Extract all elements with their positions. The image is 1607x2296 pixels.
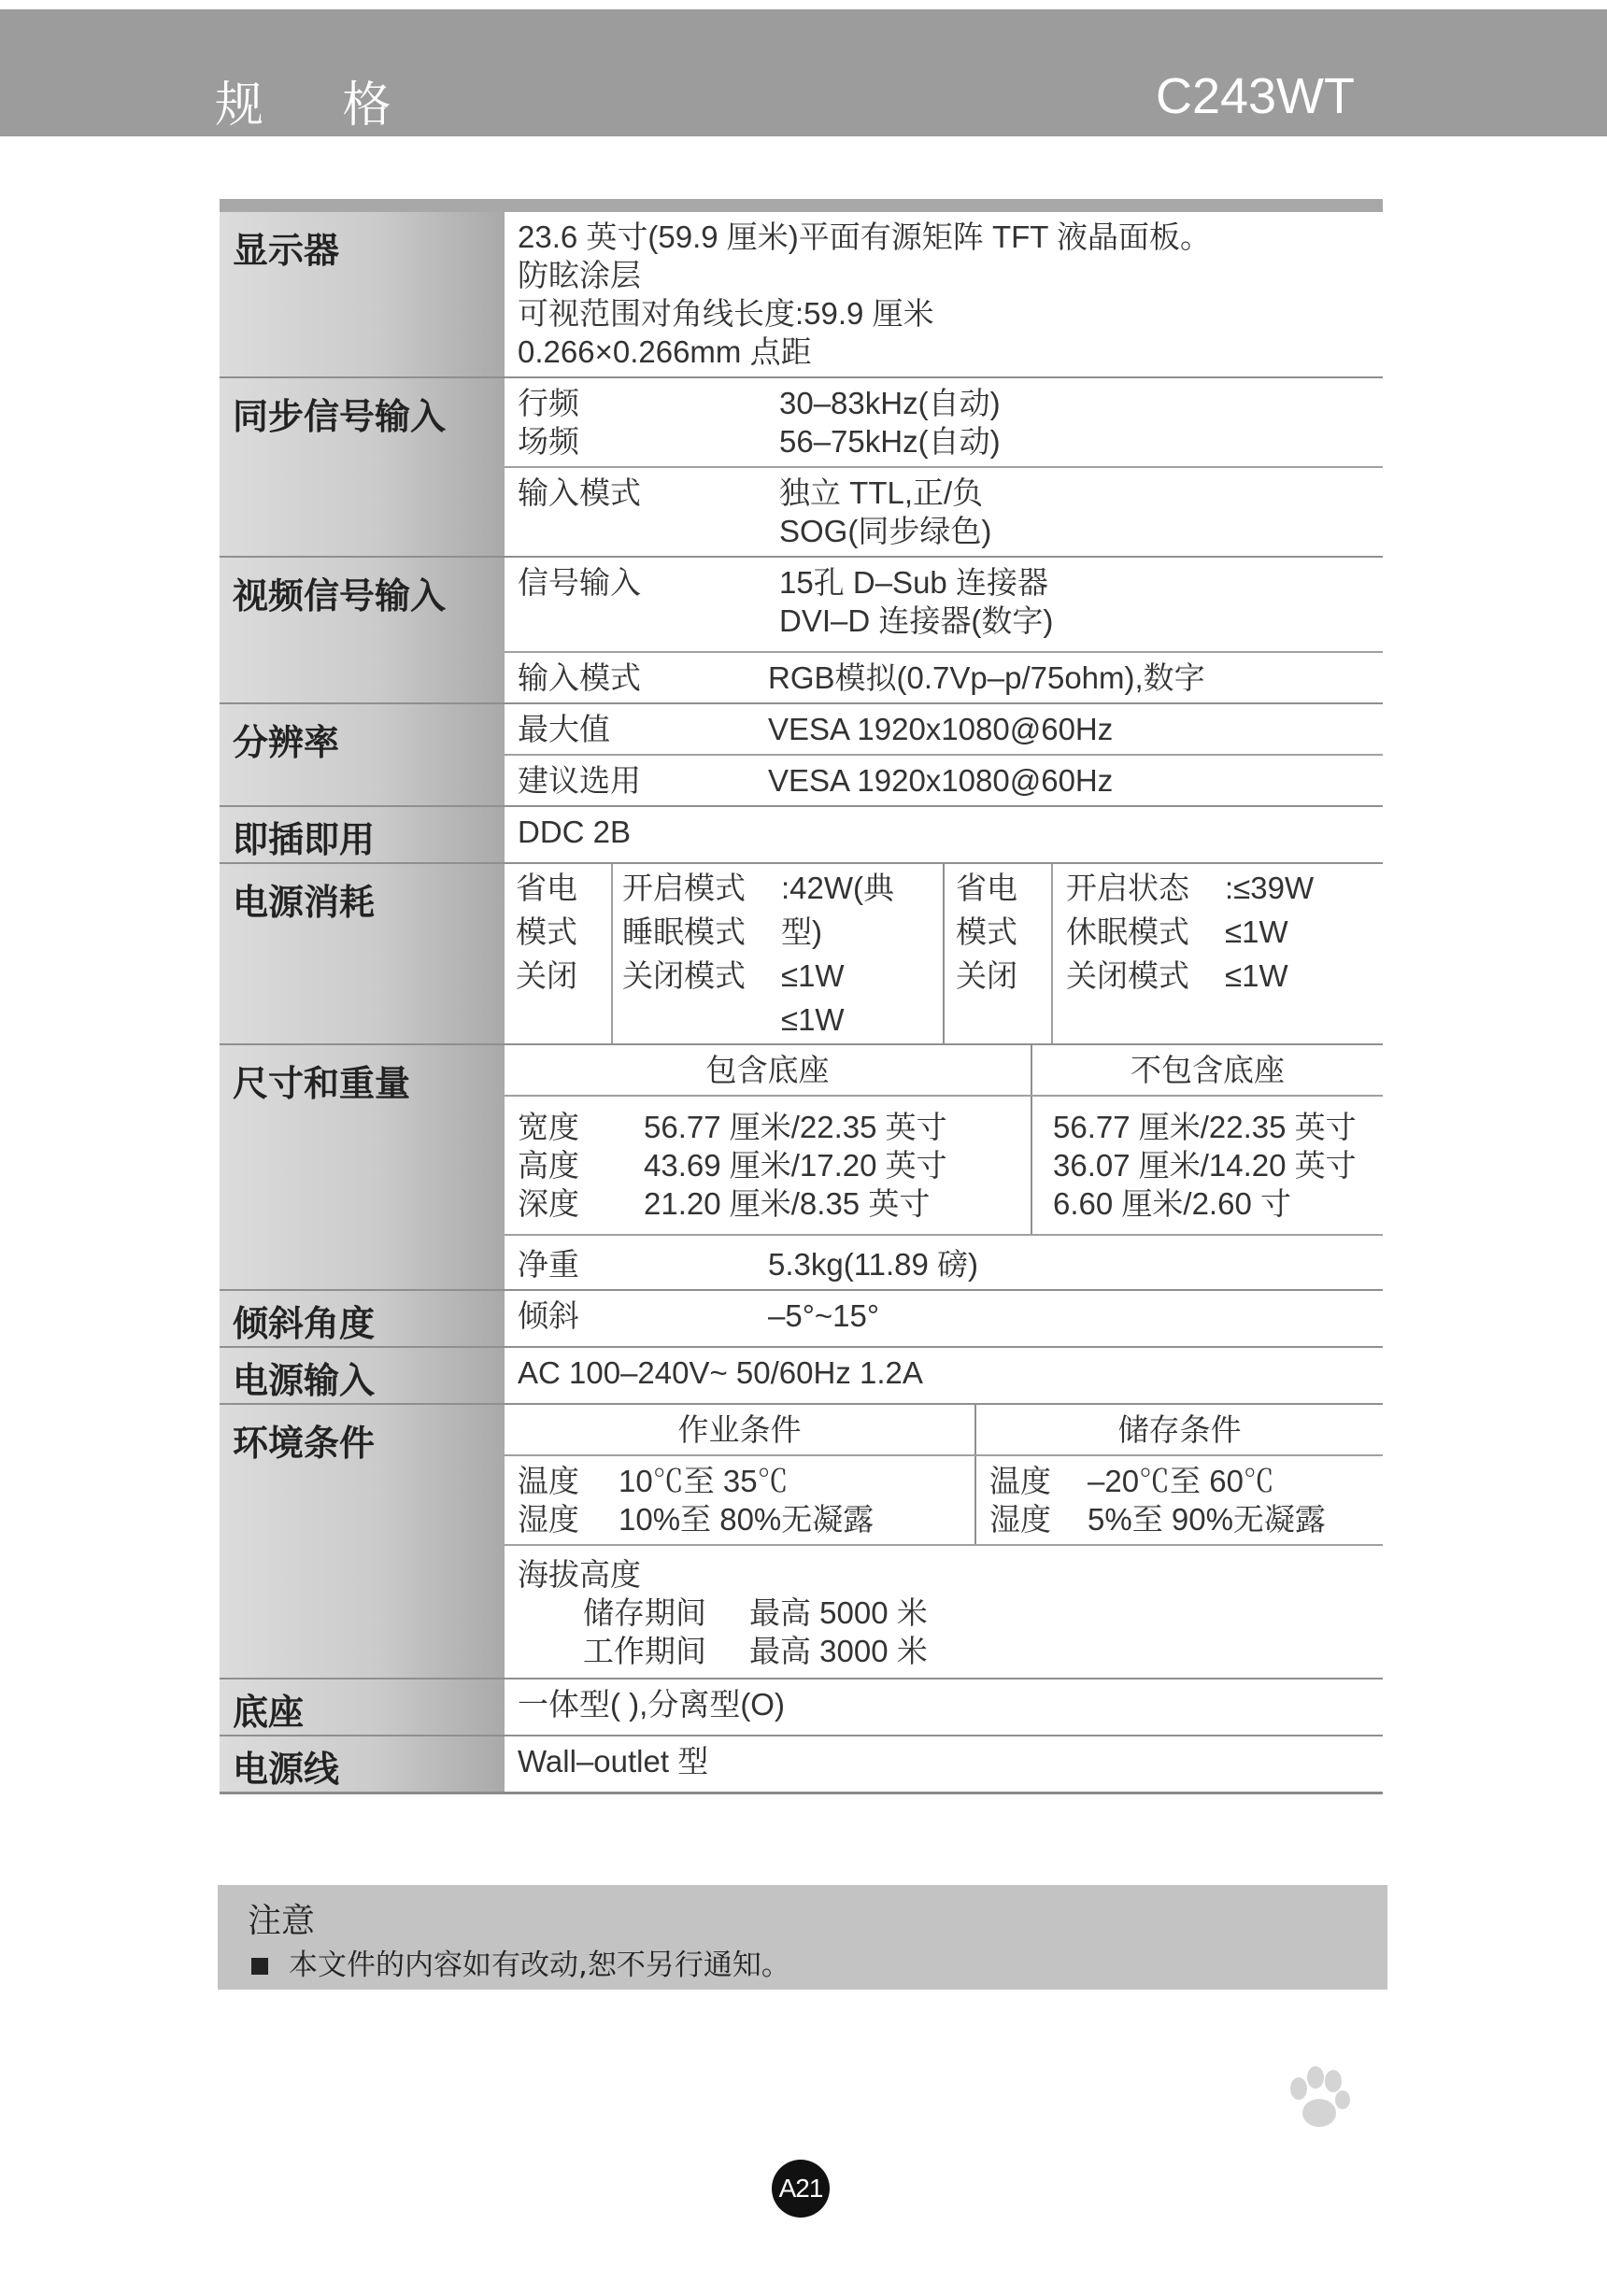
power-state: 省电 (516, 871, 577, 905)
column-header: 储存条件 (974, 1405, 1383, 1454)
spec-key: 湿度 (518, 1502, 579, 1537)
spec-key: 温度 (989, 1464, 1051, 1498)
spec-key: 工作期间 (583, 1634, 706, 1668)
spec-value: 最高 3000 米 (749, 1634, 928, 1668)
row-value (505, 378, 1383, 556)
column-header: 作业条件 (677, 1412, 802, 1447)
power-state: 关闭 (516, 958, 577, 993)
spec-key: 行频 (518, 386, 579, 420)
spec-value: 56–75kHz(自动) (779, 424, 1001, 459)
row-label: 电源输入 (220, 1348, 505, 1403)
sub-row (505, 1234, 1383, 1289)
power-value: ≤1W (780, 1002, 845, 1037)
power-state: 模式 (516, 914, 577, 949)
row-value (505, 1405, 1383, 1678)
environment-body (505, 1454, 1383, 1544)
row-value (505, 1291, 1383, 1346)
power-state: 省电 (956, 871, 1017, 905)
environment-header (505, 1405, 1383, 1454)
text-line: 防眩涂层 (518, 258, 641, 292)
spec-value: 56.77 厘米/22.35 英寸 (644, 1110, 947, 1144)
spec-table (220, 199, 1383, 1794)
power-without-signal (943, 864, 1383, 1043)
sub-row (505, 704, 1383, 754)
row-resolution (220, 704, 1383, 807)
row-tilt (220, 1291, 1383, 1348)
power-value: ≤1W (1225, 958, 1288, 993)
spec-key: 信号输入 (518, 565, 641, 600)
row-label: 电源消耗 (220, 864, 505, 1043)
spec-value: VESA 1920x1080@60Hz (768, 763, 1114, 798)
environment-storage (974, 1456, 1383, 1544)
spec-key: 湿度 (989, 1502, 1051, 1537)
power-value: :≤39W (1225, 871, 1315, 905)
power-mode: 睡眠模式 (622, 914, 746, 949)
power-mode: 关闭模式 (622, 958, 746, 993)
row-label: 分辨率 (220, 704, 505, 805)
row-label: 电源线 (220, 1736, 505, 1792)
row-power-consumption (220, 864, 1383, 1045)
column-header: 包含底座 (705, 1053, 830, 1087)
dimensions-without-stand (1031, 1097, 1383, 1234)
row-value: 一体型( ),分离型(O) (518, 1687, 785, 1722)
spec-value: RGB模拟(0.7Vp–p/75ohm),数字 (768, 660, 1205, 695)
note-text-content: 本文件的内容如有改动,恕不另行通知。 (289, 1949, 790, 1982)
row-label: 即插即用 (220, 807, 505, 862)
dimensions-body (505, 1095, 1383, 1234)
spec-value: 10%至 80%无凝露 (619, 1502, 875, 1537)
spec-key: 净重 (518, 1247, 579, 1282)
power-value: ≤1W (1225, 914, 1288, 949)
sub-row (505, 651, 1383, 702)
power-grid (505, 864, 1383, 1043)
spec-value: 43.69 厘米/17.20 英寸 (644, 1148, 947, 1183)
text-line: 0.266×0.266mm 点距 (518, 334, 812, 369)
row-label: 同步信号输入 (220, 378, 505, 556)
spec-value: 独立 TTL,正/负 (779, 475, 984, 510)
watermark-logo (1140, 2083, 1532, 2242)
row-sync (220, 378, 1383, 558)
spec-value: 5.3kg(11.89 磅) (768, 1247, 979, 1282)
spec-value: 10℃至 35℃ (619, 1464, 789, 1498)
spec-key: 场频 (518, 424, 579, 459)
spec-key: 倾斜 (518, 1298, 579, 1333)
row-value: Wall–outlet 型 (518, 1744, 709, 1779)
row-label: 视频信号输入 (220, 558, 505, 702)
row-label: 倾斜角度 (220, 1291, 505, 1346)
model-number: C243WT (1155, 68, 1355, 124)
environment-operating (505, 1456, 974, 1544)
text-line: 23.6 英寸(59.9 厘米)平面有源矩阵 TFT 液晶面板。 (518, 220, 1211, 254)
power-mode: 开启模式 (622, 871, 746, 905)
spec-value: 最高 5000 米 (749, 1595, 928, 1630)
spec-value: 6.60 厘米/2.60 寸 (1053, 1186, 1291, 1221)
row-power-cord (220, 1736, 1383, 1792)
row-power-input (220, 1348, 1383, 1405)
spec-key: 储存期间 (583, 1595, 706, 1630)
row-value: AC 100–240V~ 50/60Hz 1.2A (518, 1355, 923, 1390)
note-text (251, 1941, 790, 1983)
spec-value: 56.77 厘米/22.35 英寸 (1053, 1110, 1357, 1144)
power-state: 模式 (956, 914, 1017, 949)
power-mode: 关闭模式 (1066, 958, 1189, 993)
row-value (505, 1045, 1383, 1289)
note-title: 注意 (248, 1902, 316, 1940)
row-stand (220, 1679, 1383, 1736)
spec-key: 输入模式 (518, 475, 641, 510)
row-label: 尺寸和重量 (220, 1045, 505, 1289)
spec-value: 5%至 90%无凝露 (1088, 1502, 1326, 1537)
page-number: A21 (772, 2160, 830, 2218)
bullet-icon (251, 1958, 268, 1975)
power-mode: 开启状态 (1066, 871, 1189, 905)
text-line: 可视范围对角线长度:59.9 厘米 (518, 296, 934, 331)
power-state: 关闭 (956, 958, 1017, 993)
page-title: 规 格 (215, 78, 423, 134)
spec-key: 建议选用 (518, 763, 641, 798)
row-display (220, 212, 1383, 378)
row-value: DDC 2B (518, 815, 632, 849)
spec-value: –20℃至 60℃ (1088, 1464, 1274, 1498)
dimensions-header (505, 1045, 1383, 1095)
paw-icon (1280, 2061, 1355, 2135)
row-label: 环境条件 (220, 1405, 505, 1678)
spec-key: 最大值 (518, 712, 610, 746)
spec-key: 宽度 (518, 1110, 579, 1144)
spec-key: 深度 (518, 1186, 579, 1221)
altitude-title: 海拔高度 (518, 1557, 641, 1592)
row-value (505, 864, 1383, 1043)
row-value (505, 212, 1383, 376)
row-video (220, 558, 1383, 704)
spec-value: –5°~15° (768, 1298, 880, 1333)
row-dimensions (220, 1045, 1383, 1291)
column-header: 不包含底座 (1031, 1045, 1383, 1095)
row-value (505, 558, 1383, 702)
spec-value: 21.20 厘米/8.35 英寸 (644, 1186, 931, 1221)
spec-key: 温度 (518, 1464, 579, 1498)
power-mode: 休眠模式 (1066, 914, 1189, 949)
power-value: ≤1W (780, 958, 845, 993)
spec-value: 36.07 厘米/14.20 英寸 (1053, 1148, 1357, 1183)
spec-key: 高度 (518, 1148, 579, 1183)
row-plug-and-play (220, 807, 1383, 864)
sub-row (505, 558, 1383, 651)
spec-value: 30–83kHz(自动) (779, 386, 1001, 420)
power-value: :42W(典型) (780, 871, 894, 949)
row-label: 底座 (220, 1679, 505, 1735)
spec-value: DVI–D 连接器(数字) (779, 603, 1054, 638)
row-label: 显示器 (220, 212, 505, 376)
power-with-signal (505, 864, 943, 1043)
spec-value: 15孔 D–Sub 连接器 (779, 565, 1048, 600)
spec-key: 输入模式 (518, 660, 641, 695)
spec-value: SOG(同步绿色) (779, 514, 992, 548)
sub-row (505, 466, 1383, 556)
page-header (0, 9, 1607, 136)
sub-row (505, 754, 1383, 805)
altitude-block (505, 1544, 1383, 1678)
note-box (218, 1885, 1387, 1990)
row-environment (220, 1405, 1383, 1679)
sub-row (505, 378, 1383, 466)
spec-value: VESA 1920x1080@60Hz (768, 712, 1114, 746)
dimensions-with-stand (505, 1097, 1031, 1234)
row-value (505, 704, 1383, 805)
